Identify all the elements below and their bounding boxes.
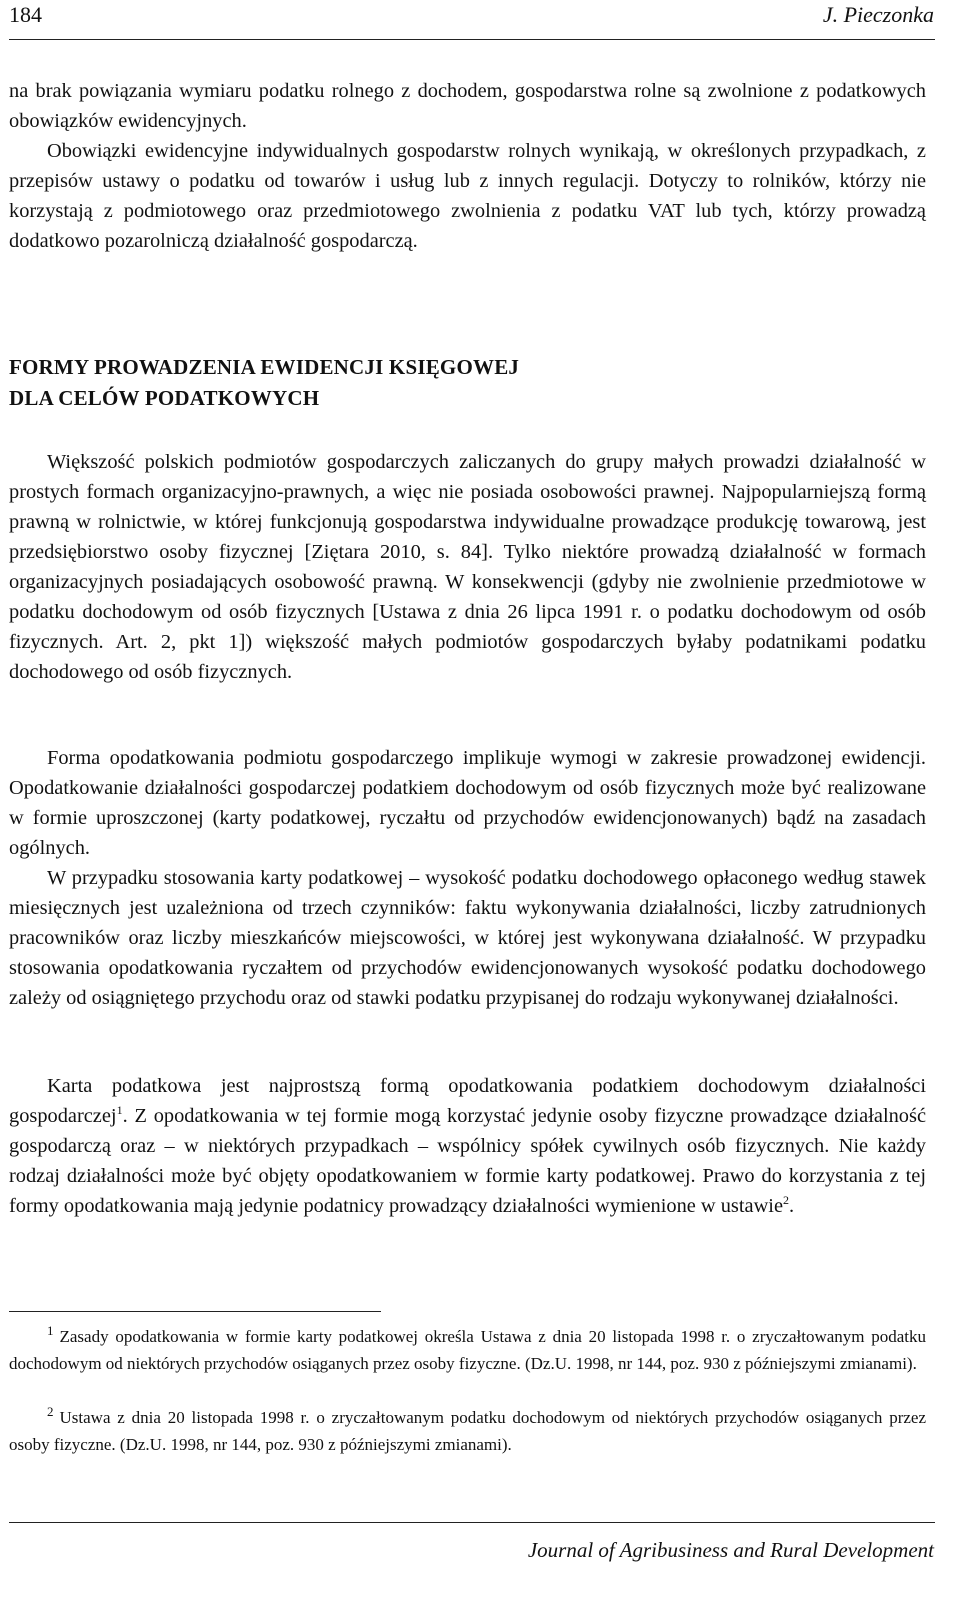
page-number: 184 bbox=[9, 2, 42, 27]
section-paragraph-4 bbox=[9, 1071, 926, 1221]
intro-paragraph-continued: na brak powiązania wymiaru podatku rolnego z dochodem, gospodarstwa rolne są zwolnione z podatkowych obowiązków ewidencyjnych. bbox=[9, 80, 926, 132]
section-heading bbox=[9, 352, 926, 414]
section-heading-line2: DLA CELÓW PODATKOWYCH bbox=[9, 386, 320, 410]
journal-title: Journal of Agribusiness and Rural Development bbox=[527, 1538, 934, 1562]
paragraph-4-text-c: . bbox=[789, 1195, 795, 1217]
section-heading-line1: FORMY PROWADZENIA EWIDENCJI KSIĘGOWEJ bbox=[9, 355, 520, 379]
paragraph-4-text-a: Karta podatkowa jest najprostszą formą opodatkowania podatkiem dochodowym działalności gospodarczej bbox=[9, 1075, 926, 1127]
section-paragraph-3: W przypadku stosowania karty podatkowej – wysokość podatku dochodowego opłaconego według stawek miesięcznych jest uzależniona od trzech czynników: faktu wykonywania działalności, liczby zatrudnionych pracowników oraz liczby mieszkańców miejscowości, w której jest wykonywana działalność. W przypadku stosowania opodatkowania ryczałtem od przychodów ewidencjonowanych wysokość podatku dochodowego zależy od osiągniętego przychodu oraz od stawki podatku przypisanej do rodzaju wykonywanej działalności. bbox=[9, 867, 926, 1009]
section-paragraph-1: Większość polskich podmiotów gospodarczych zaliczanych do grupy małych prowadzi działalność w prostych formach organizacyjno-prawnych, a więc nie posiada osobowości prawnej. Najpopularniejszą formą prawną w rolnictwie, w której funkcjonują gospodarstwa indywidualne prowadzące produkcję towarową, jest przedsiębiorstwo osoby fizycznej [Ziętara 2010, s. 84]. Tylko niektóre prowadzą działalność w formach organizacyjnych posiadających osobowość prawną. W konsekwencji (gdyby nie zwolnienie przedmiotowe w podatku dochodowym od osób fizycznych [Ustawa z dnia 26 lipca 1991 r. o podatku dochodowym od osób fizycznych. Art. 2, pkt 1]) większość małych podmiotów gospodarczych byłaby podatnikami podatku dochodowego od osób fizycznych. bbox=[9, 451, 926, 683]
paragraph-4-text-b: . Z opodatkowania w tej formie mogą korzystać jedynie osoby fizyczne prowadzące działalność gospodarczą oraz – w niektórych przypadkach – wspólnicy spółek cywilnych osób fizycznych. Nie każdy rodzaj działalności może być objęty opodatkowaniem w formie karty podatkowej. Prawo do korzystania z tej formy opodatkowania mają jedynie podatnicy prowadzący działalności wymienione w ustawie bbox=[9, 1105, 926, 1217]
footnote-1 bbox=[9, 1323, 926, 1377]
footnote-1-mark: 1 bbox=[47, 1323, 54, 1339]
footer-rule bbox=[9, 1522, 935, 1523]
footnote-1-text: Zasady opodatkowania w formie karty podatkowej określa Ustawa z dnia 20 listopada 1998 r. o zryczałtowanym podatku dochodowym od niektórych przychodów osiąganych przez osoby fizyczne. (Dz.U. 1998, nr 144, poz. 930 z późniejszymi zmianami). bbox=[9, 1327, 926, 1373]
footnote-ref-2: 2 bbox=[783, 1193, 790, 1208]
running-head: J. Pieczonka bbox=[822, 2, 934, 27]
section-paragraph-2: Forma opodatkowania podmiotu gospodarczego implikuje wymogi w zakresie prowadzonej ewidencji. Opodatkowanie działalności gospodarczej podatkiem dochodowym od osób fizycznych może być realizowane w formie uproszczonej (karty podatkowej, ryczałtu od przychodów ewidencjonowanych) bądź na zasadach ogólnych. bbox=[9, 747, 926, 859]
header-rule bbox=[9, 39, 935, 40]
footnote-ref-1: 1 bbox=[116, 1103, 123, 1118]
footnote-2-text: Ustawa z dnia 20 listopada 1998 r. o zryczałtowanym podatku dochodowym od niektórych przychodów osiąganych przez osoby fizyczne. (Dz.U. 1998, nr 144, poz. 930 z późniejszymi zmianami). bbox=[9, 1408, 926, 1454]
footnote-2-mark: 2 bbox=[47, 1404, 54, 1420]
footnote-2 bbox=[9, 1404, 926, 1458]
footnote-rule bbox=[9, 1311, 381, 1312]
intro-paragraph: Obowiązki ewidencyjne indywidualnych gospodarstw rolnych wynikają, w określonych przypadkach, z przepisów ustawy o podatku od towarów i usług lub z innych regulacji. Dotyczy to rolników, którzy nie korzystają z podmiotowego oraz przedmiotowego zwolnienia z podatku VAT lub tych, którzy prowadzą dodatkowo pozarolniczą działalność gospodarczą. bbox=[9, 140, 926, 252]
